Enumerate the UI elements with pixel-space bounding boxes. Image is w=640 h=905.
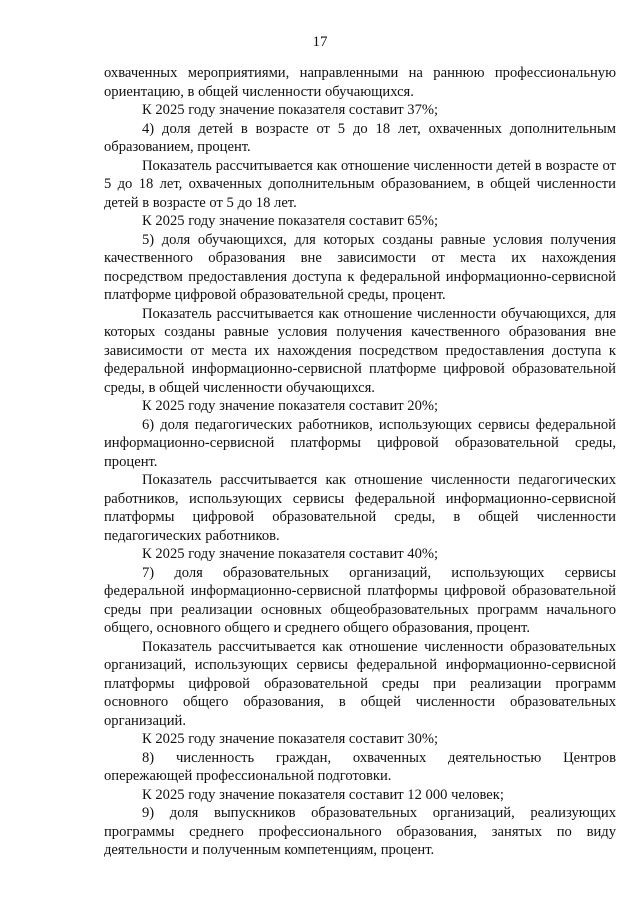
- paragraph: К 2025 году значение показателя составит 37%;: [142, 102, 439, 118]
- paragraph: 5) доля обучающихся, для которых созданы равные условия получения качественного образования вне зависимости от места их нахождения посредством предоставления доступа к федеральной информационно-сервисной платформе цифровой образовательной среды, процент.: [104, 231, 616, 303]
- paragraph: охваченных мероприятиями, направленными на раннюю профессиональную ориентацию, в общей численности обучающихся.: [104, 65, 616, 100]
- paragraph: 4) доля детей в возрасте от 5 до 18 лет, охваченных дополнительным образованием, процент.: [104, 120, 616, 155]
- paragraph: К 2025 году значение показателя составит 65%;: [142, 213, 439, 229]
- paragraph: 9) доля выпускников образовательных организаций, реализующих программы среднего профессионального образования, занятых по виду деятельности и полученным компетенциям, процент.: [104, 805, 616, 858]
- paragraph: Показатель рассчитывается как отношение численности педагогических работников, использующих сервисы федеральной информационно-сервисной платформы цифровой образовательной среды, в общей численности педагогических работников.: [104, 472, 616, 544]
- paragraph: Показатель рассчитывается как отношение численности обучающихся, для которых созданы равные условия получения качественного образования вне зависимости от места их нахождения посредством предоставления доступа к федеральной информационно-сервисной платформе цифровой образовательной среды, в общей численности обучающихся.: [104, 305, 616, 396]
- paragraph: Показатель рассчитывается как отношение численности образовательных организаций, использующих сервисы федеральной информационно-сервисной платформы цифровой образовательной среды при реализации программ основного общего образования, в общей численности образовательных организаций.: [104, 638, 616, 729]
- page-number: 17: [312, 34, 328, 50]
- paragraph: Показатель рассчитывается как отношение численности детей в возрасте от 5 до 18 лет, охваченных дополнительным образованием, в общей численности детей в возрасте от 5 до 18 лет.: [104, 157, 616, 211]
- paragraph: 6) доля педагогических работников, использующих сервисы федеральной информационно-сервисной платформы цифровой образовательной среды, процент.: [104, 416, 616, 470]
- body-text: [104, 64, 616, 860]
- paragraph: 8) численность граждан, охваченных деятельностью Центров опережающей профессиональной подготовки.: [104, 749, 616, 784]
- paragraph: К 2025 году значение показателя составит 40%;: [142, 546, 439, 562]
- paragraph: К 2025 году значение показателя составит 20%;: [142, 398, 439, 414]
- paragraph: К 2025 году значение показателя составит 12 000 человек;: [142, 786, 504, 803]
- paragraph: 7) доля образовательных организаций, использующих сервисы федеральной информационно-сервисной платформы цифровой образовательной среды при реализации основных общеобразовательных программ начального общего, основного общего и среднего общего образования, процент.: [104, 564, 616, 636]
- paragraph: К 2025 году значение показателя составит 30%;: [142, 731, 439, 747]
